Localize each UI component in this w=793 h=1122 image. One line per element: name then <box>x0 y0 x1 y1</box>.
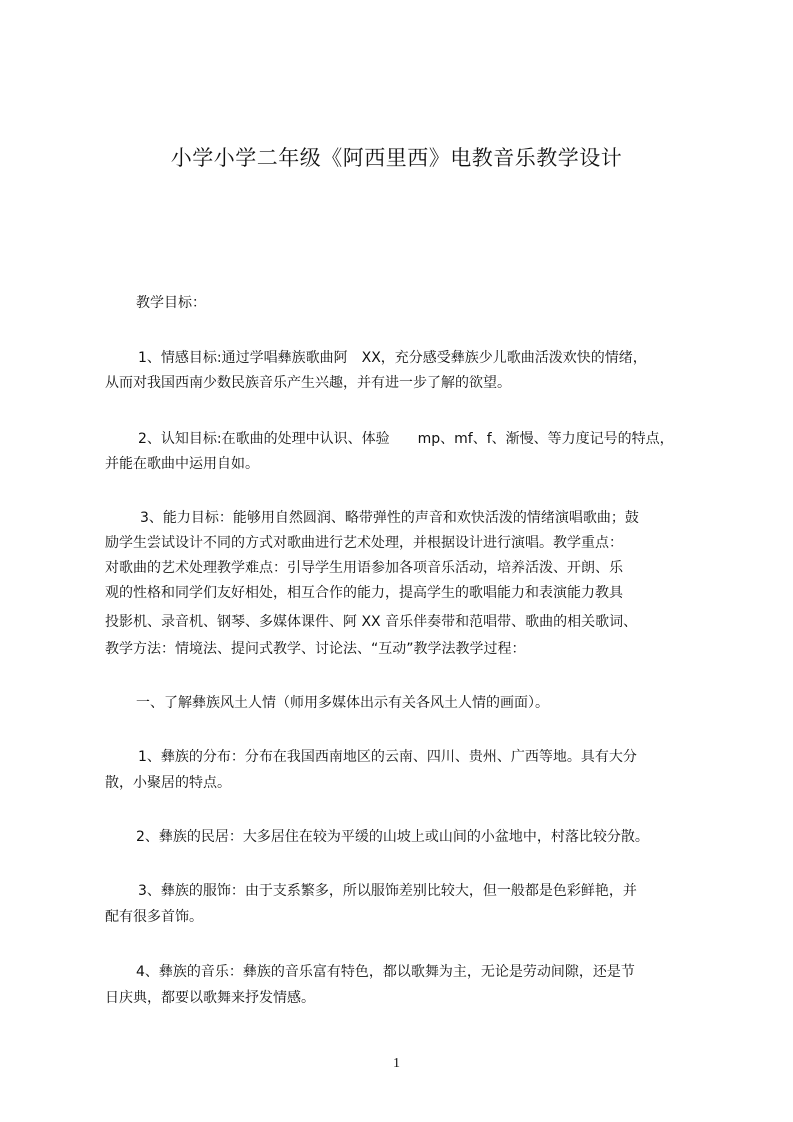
paragraph-line: 投影机、录音机、钢琴、多媒体课件、阿 XX 音乐伴奏带和范唱带、歌曲的相关歌词、 <box>105 614 638 630</box>
list-item-line: 配有很多首饰。 <box>105 909 203 925</box>
list-item-line: 2、彝族的民居：大多居住在较为平缓的山坡上或山间的小盆地中，村落比较分散。 <box>136 829 649 845</box>
document-title: 小学小学二年级《阿西里西》电教音乐教学设计 <box>170 146 623 170</box>
paragraph-line: 教学方法：情境法、提问式教学、讨论法、“互动”教学法教学过程： <box>105 641 526 657</box>
paragraph-line: 3、能力目标：能够用自然圆润、略带弹性的声音和欢快活泼的情绪演唱歌曲；鼓 <box>140 510 639 526</box>
paragraph-line: 2、认知目标:在歌曲的处理中认识、体验 mp、mf、f、渐慢、等力度记号的特点， <box>138 431 674 447</box>
list-item-line: 散，小聚居的特点。 <box>105 775 231 791</box>
list-item-line: 1、彝族的分布：分布在我国西南地区的云南、四川、贵州、广西等地。具有大分 <box>138 749 637 765</box>
list-item-line: 3、彝族的服饰：由于支系繁多，所以服饰差别比较大，但一般都是色彩鲜艳，并 <box>138 883 637 899</box>
paragraph-line: 1、情感目标:通过学唱彝族歌曲阿 XX，充分感受彝族少儿歌曲活泼欢快的情绪， <box>138 350 647 366</box>
section-subheading: 一、了解彝族风土人情（师用多媒体出示有关各风土人情的画面）。 <box>136 695 549 711</box>
list-item-line: 4、彝族的音乐：彝族的音乐富有特色，都以歌舞为主，无论是劳动间隙，还是节 <box>136 964 635 980</box>
paragraph-line: 并能在歌曲中运用自如。 <box>105 456 259 472</box>
paragraph-line: 励学生尝试设计不同的方式对歌曲进行艺术处理，并根据设计进行演唱。教学重点： <box>105 535 623 551</box>
paragraph-line: 从而对我国西南少数民族音乐产生兴趣，并有进一步了解的欲望。 <box>105 375 511 391</box>
paragraph-line: 对歌曲的艺术处理教学难点：引导学生用语参加各项音乐活动，培养活泼、开朗、乐 <box>105 560 623 576</box>
section-heading: 教学目标： <box>136 295 206 311</box>
page-number: 1 <box>393 1056 400 1071</box>
paragraph-line: 观的性格和同学们友好相处，相互合作的能力，提高学生的歌唱能力和表演能力教具 <box>105 585 623 601</box>
list-item-line: 日庆典，都要以歌舞来抒发情感。 <box>105 990 315 1006</box>
